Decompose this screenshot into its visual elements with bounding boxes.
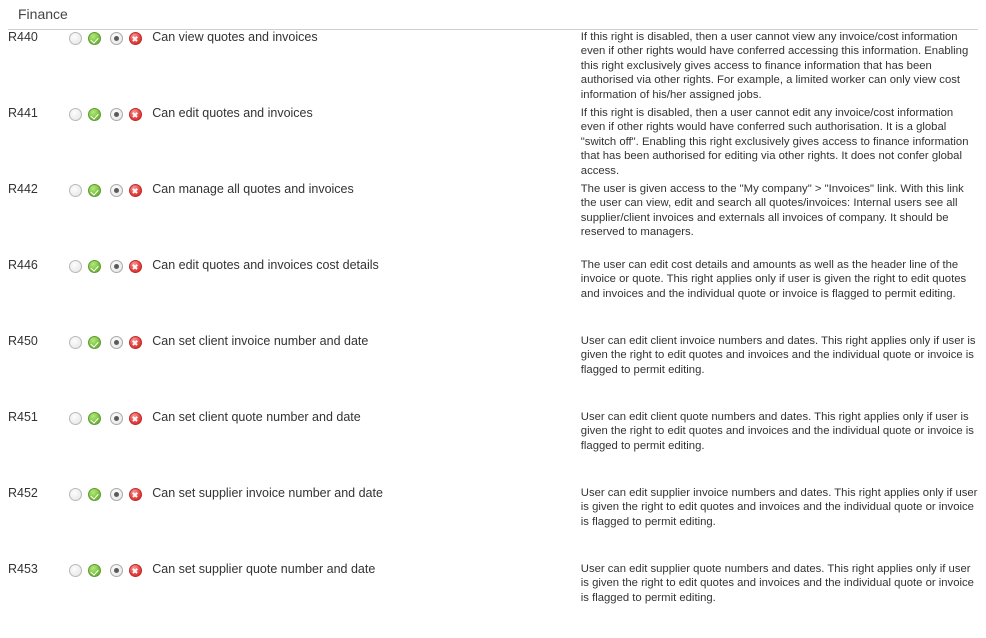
green-check-icon[interactable] <box>88 412 101 425</box>
empty-radio-icon[interactable] <box>69 564 82 577</box>
right-label: Can view quotes and invoices <box>152 30 318 44</box>
right-code: R446 <box>8 258 38 272</box>
green-check-icon[interactable] <box>88 108 101 121</box>
selected-radio-icon[interactable] <box>110 108 123 121</box>
right-description: User can edit supplier invoice numbers and dates. This right applies only if user is given the right to edit quotes and invoices and the individual quote or invoice is flagged to permit editing. <box>580 487 978 528</box>
red-cross-icon[interactable] <box>129 108 142 121</box>
right-state-group[interactable] <box>69 334 153 410</box>
right-code: R440 <box>8 30 38 44</box>
right-code: R452 <box>8 486 38 500</box>
table-row <box>8 562 978 638</box>
selected-radio-icon[interactable] <box>110 412 123 425</box>
green-check-icon[interactable] <box>88 564 101 577</box>
right-label: Can manage all quotes and invoices <box>152 182 354 196</box>
right-description: If this right is disabled, then a user cannot edit any invoice/cost information even if other rights would have conferred such authorisation. It is a global "switch off". Enabling this right exclusively gives access to finance information that has been authorised for editing via other rights. It does not confer global access. <box>580 107 969 177</box>
empty-radio-icon[interactable] <box>69 488 82 501</box>
red-cross-icon[interactable] <box>129 488 142 501</box>
right-description: If this right is disabled, then a user cannot view any invoice/cost information even if other rights would have conferred accessing this information. Enabling this right exclusively gives access to finance information that has been authorised via other rights. For example, a limited worker can only view cost information of his/her assigned jobs. <box>580 31 969 101</box>
empty-radio-icon[interactable] <box>69 184 82 197</box>
rights-table-body <box>8 30 978 638</box>
table-row <box>8 486 978 562</box>
table-row <box>8 410 978 486</box>
table-row <box>8 30 978 106</box>
right-state-group[interactable] <box>69 562 153 638</box>
section-title-finance: Finance <box>8 0 978 30</box>
table-row <box>8 258 978 334</box>
table-row <box>8 334 978 410</box>
table-row <box>8 182 978 258</box>
red-cross-icon[interactable] <box>129 336 142 349</box>
selected-radio-icon[interactable] <box>110 488 123 501</box>
selected-radio-icon[interactable] <box>110 184 123 197</box>
right-label: Can set supplier invoice number and date <box>152 486 383 500</box>
red-cross-icon[interactable] <box>129 412 142 425</box>
right-description: User can edit client invoice numbers and dates. This right applies only if user is given the right to edit quotes and invoices and the individual quote or invoice is flagged to permit editing. <box>580 335 976 376</box>
red-cross-icon[interactable] <box>129 32 142 45</box>
right-description: User can edit client quote numbers and dates. This right applies only if user is given the right to edit quotes and invoices and the individual quote or invoice is flagged to permit editing. <box>580 411 974 452</box>
empty-radio-icon[interactable] <box>69 412 82 425</box>
right-label: Can set client invoice number and date <box>152 334 369 348</box>
right-label: Can set client quote number and date <box>152 410 361 424</box>
table-row <box>8 106 978 182</box>
right-label: Can edit quotes and invoices cost details <box>152 258 379 272</box>
right-description: User can edit supplier quote numbers and dates. This right applies only if user is given the right to edit quotes and invoices and the individual quote or invoice is flagged to permit editing. <box>580 563 974 604</box>
green-check-icon[interactable] <box>88 260 101 273</box>
right-description: The user can edit cost details and amounts as well as the header line of the invoice or quote. This right applies only if user is given the right to edit quotes and invoices and the individual quote or invoice is flagged to permit editing. <box>580 259 967 300</box>
empty-radio-icon[interactable] <box>69 108 82 121</box>
right-code: R442 <box>8 182 38 196</box>
right-code: R441 <box>8 106 38 120</box>
green-check-icon[interactable] <box>88 336 101 349</box>
right-state-group[interactable] <box>69 486 153 562</box>
right-label: Can set supplier quote number and date <box>152 562 376 576</box>
selected-radio-icon[interactable] <box>110 564 123 577</box>
right-description: The user is given access to the "My company" > "Invoices" link. With this link the user can view, edit and search all quotes/invoices: Internal users see all supplier/client invoices and externals all invoices of company. It should be reserved to managers. <box>580 183 964 239</box>
right-state-group[interactable] <box>69 258 153 334</box>
empty-radio-icon[interactable] <box>69 336 82 349</box>
right-code: R453 <box>8 562 38 576</box>
empty-radio-icon[interactable] <box>69 32 82 45</box>
right-state-group[interactable] <box>69 30 153 106</box>
red-cross-icon[interactable] <box>129 260 142 273</box>
selected-radio-icon[interactable] <box>110 336 123 349</box>
right-state-group[interactable] <box>69 106 153 182</box>
rights-table <box>8 30 978 638</box>
red-cross-icon[interactable] <box>129 184 142 197</box>
selected-radio-icon[interactable] <box>110 32 123 45</box>
selected-radio-icon[interactable] <box>110 260 123 273</box>
right-label: Can edit quotes and invoices <box>152 106 313 120</box>
empty-radio-icon[interactable] <box>69 260 82 273</box>
red-cross-icon[interactable] <box>129 564 142 577</box>
green-check-icon[interactable] <box>88 32 101 45</box>
right-state-group[interactable] <box>69 410 153 486</box>
green-check-icon[interactable] <box>88 488 101 501</box>
right-state-group[interactable] <box>69 182 153 258</box>
right-code: R451 <box>8 410 38 424</box>
green-check-icon[interactable] <box>88 184 101 197</box>
right-code: R450 <box>8 334 38 348</box>
